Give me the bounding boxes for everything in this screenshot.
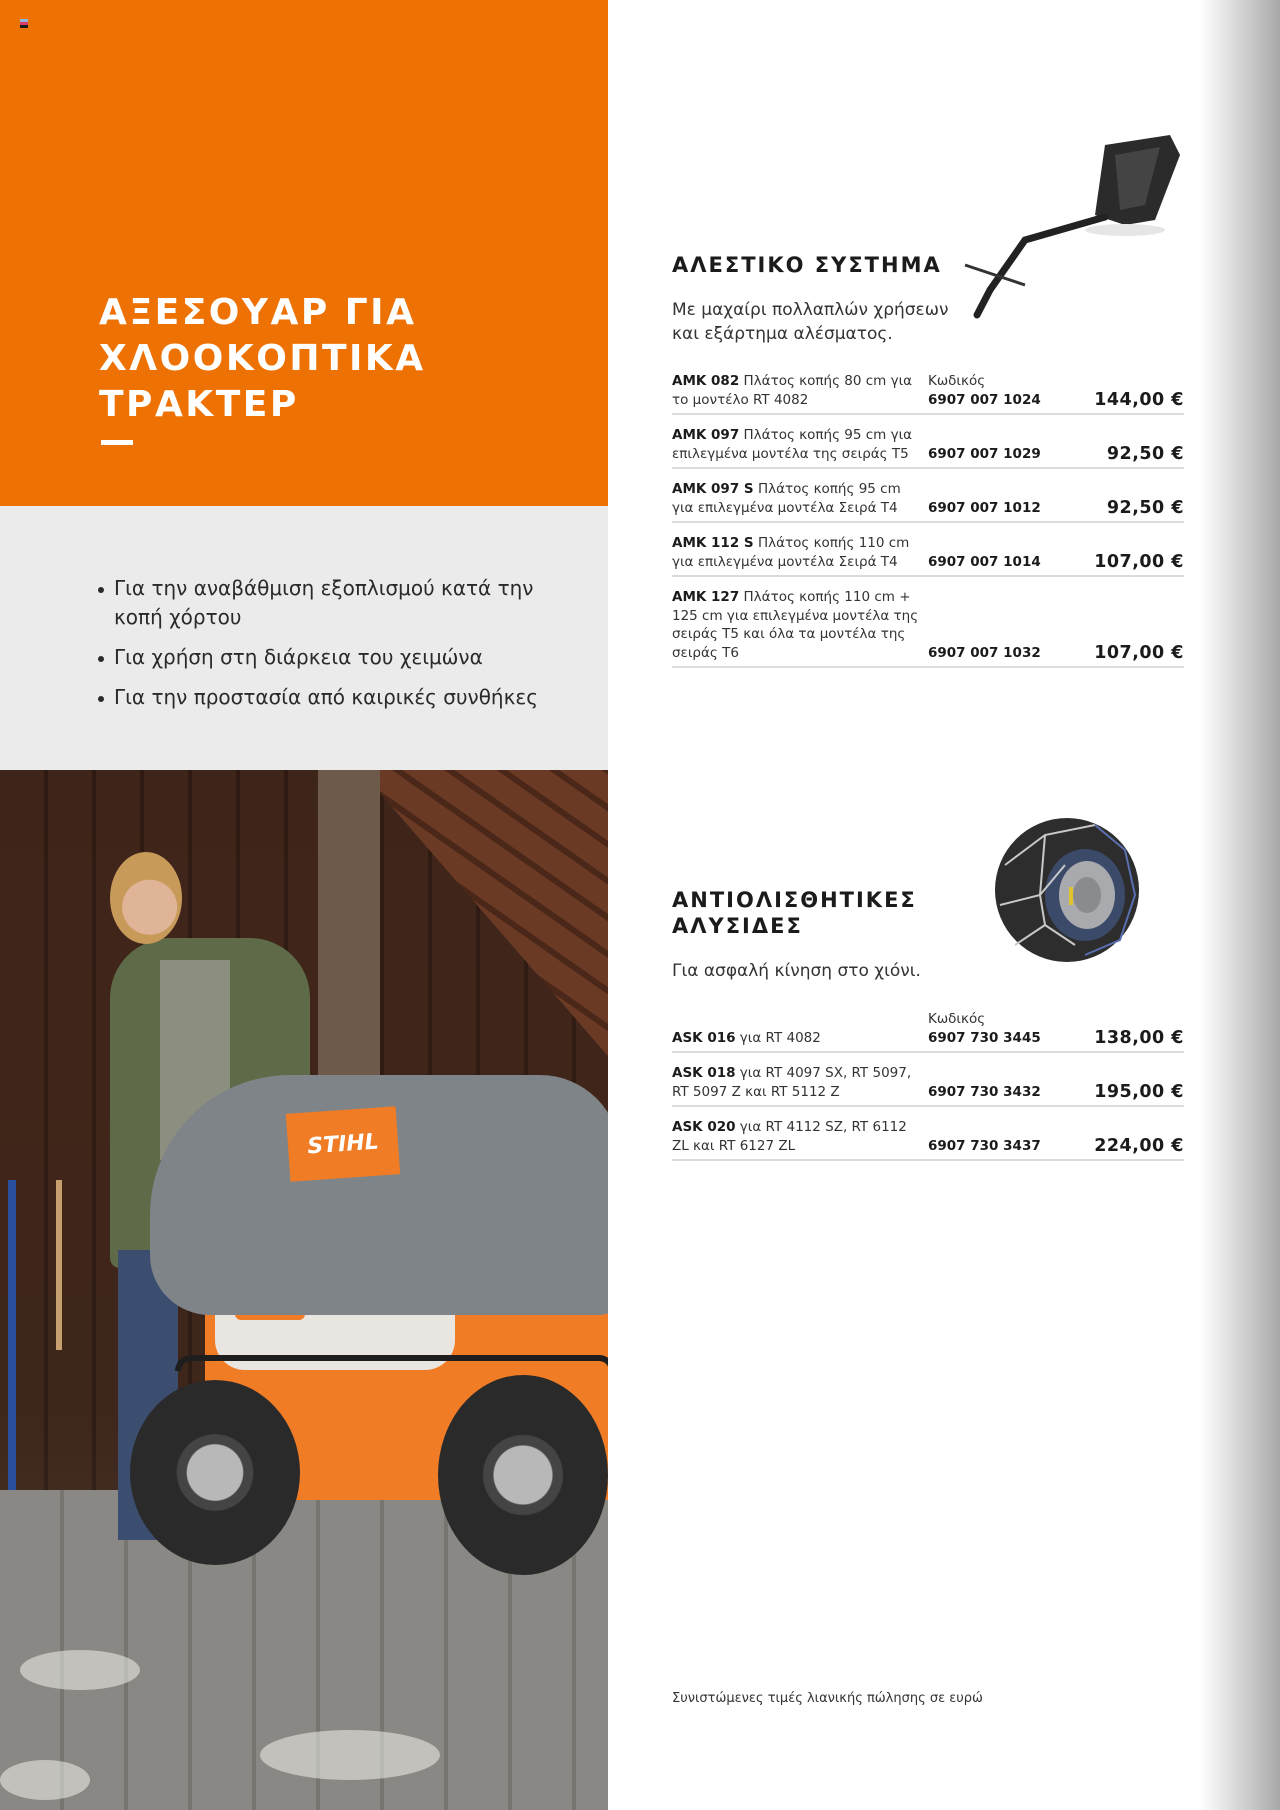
model-name: AMK 097 S <box>672 481 754 497</box>
product-code: 6907 007 1014 <box>928 553 1041 570</box>
model-desc: Πλάτος κοπής 110 cm για επιλεγμένα μοντέλα Σειρά T4 <box>672 535 910 570</box>
model-desc: Πλάτος κοπής 95 cm για επιλεγμένα μοντέλα Σειρά T4 <box>672 481 901 516</box>
model-desc: για RT 4082 <box>735 1029 821 1046</box>
code-column <box>928 372 1041 409</box>
table-row <box>672 480 1184 523</box>
product-code: 6907 007 1029 <box>928 445 1041 462</box>
title-line: ΑΛΥΣΙΔΕΣ <box>672 914 803 938</box>
title-line: ΑΞΕΣΟΥΑΡ ΓΙΑ <box>99 292 417 333</box>
dethatcher-price-table <box>672 372 1184 679</box>
sunlight-patch <box>260 1730 440 1780</box>
product-code: 6907 730 3437 <box>928 1137 1041 1154</box>
dethatcher-attachment-image <box>955 125 1185 325</box>
title-line: ΑΝΤΙΟΛΙΣΘΗΤΙΚΕΣ <box>672 888 917 912</box>
feature-item: Για την αναβάθμιση εξοπλισμού κατά την κοπή χόρτου <box>96 574 556 632</box>
title-line: ΧΛΟΟΚΟΠΤΙΚΑ <box>99 338 426 379</box>
product-price: 107,00 € <box>1094 643 1184 663</box>
model-name: ASK 016 <box>672 1029 736 1046</box>
product-code: 6907 007 1032 <box>928 644 1041 661</box>
code-column <box>928 445 1041 464</box>
title-line: ΤΡΑΚΤΕΡ <box>99 384 299 425</box>
front-right-wheel <box>438 1375 608 1575</box>
model-name: AMK 082 <box>672 373 740 389</box>
product-description <box>672 1029 922 1048</box>
subtitle-line: και εξάρτημα αλέσματος. <box>672 324 893 344</box>
title-underline-dash <box>101 440 133 445</box>
sunlight-patch <box>20 1650 140 1690</box>
page-title <box>99 290 559 428</box>
model-desc: Πλάτος κοπής 95 cm για επιλεγμένα μοντέλα της σειράς T5 <box>672 427 913 462</box>
table-row <box>672 1118 1184 1161</box>
code-column <box>928 499 1041 518</box>
sunlight-patch <box>0 1760 90 1800</box>
code-column <box>928 1083 1041 1102</box>
table-row <box>672 1064 1184 1107</box>
product-description <box>672 372 922 409</box>
snow-chain-price-table <box>672 1010 1184 1172</box>
product-description <box>672 480 922 517</box>
product-price: 224,00 € <box>1094 1136 1184 1156</box>
code-label: Κωδικός <box>928 1011 986 1027</box>
price-footnote: Συνιστώμενες τιμές λιανικής πώλησης σε ευρώ <box>672 1691 983 1706</box>
product-description <box>672 588 922 662</box>
section-title-dethatcher: ΑΛΕΣΤΙΚΟ ΣΥΣΤΗΜΑ <box>672 253 942 277</box>
hero-orange-panel <box>0 0 608 506</box>
rake-handle <box>8 1180 16 1510</box>
model-desc: για RT 4112 SZ, RT 6112 ZL και RT 6127 ZL <box>672 1119 907 1154</box>
product-price: 138,00 € <box>1094 1028 1184 1048</box>
section-subtitle-snow-chains: Για ασφαλή κίνηση στο χιόνι. <box>672 961 921 981</box>
code-column <box>928 1137 1041 1156</box>
code-column <box>928 553 1041 572</box>
product-price: 92,50 € <box>1106 444 1184 464</box>
feature-list <box>96 574 556 723</box>
code-label: Κωδικός <box>928 373 986 389</box>
product-description <box>672 1064 922 1101</box>
product-price: 195,00 € <box>1094 1082 1184 1102</box>
product-price: 92,50 € <box>1106 498 1184 518</box>
product-price: 144,00 € <box>1094 390 1184 410</box>
table-row <box>672 588 1184 668</box>
section-subtitle-dethatcher <box>672 298 948 346</box>
product-description <box>672 426 922 463</box>
page-edge-shadow <box>1200 0 1280 1810</box>
table-row <box>672 372 1184 415</box>
front-left-wheel <box>130 1380 300 1565</box>
tractor-bumper <box>175 1355 608 1371</box>
model-name: AMK 097 <box>672 427 740 443</box>
color-swatch-icon <box>20 19 28 28</box>
code-column <box>928 644 1041 663</box>
model-desc: Πλάτος κοπής 110 cm + 125 cm για επιλεγμένα μοντέλα της σειράς T5 και όλα τα μοντέλα της σειράς T6 <box>672 589 919 661</box>
product-price: 107,00 € <box>1094 552 1184 572</box>
section-title-snow-chains <box>672 887 917 939</box>
table-row <box>672 534 1184 577</box>
model-name: ASK 020 <box>672 1119 736 1135</box>
model-name: AMK 127 <box>672 589 740 605</box>
product-code: 6907 730 3432 <box>928 1083 1041 1100</box>
broom-handle <box>56 1180 62 1350</box>
table-row <box>672 1010 1184 1053</box>
product-code: 6907 007 1024 <box>928 391 1041 408</box>
table-row <box>672 426 1184 469</box>
person-head <box>110 852 182 944</box>
code-column <box>928 1010 1041 1047</box>
product-code: 6907 730 3445 <box>928 1029 1041 1046</box>
model-name: AMK 112 S <box>672 535 754 551</box>
cover-logo: STIHL <box>286 1106 400 1182</box>
model-desc: Πλάτος κοπής 80 cm για το μοντέλο RT 4082 <box>672 373 913 408</box>
model-desc: για RT 4097 SX, RT 5097, RT 5097 Z και RT 5112 Z <box>672 1065 912 1100</box>
feature-item: Για την προστασία από καιρικές συνθήκες <box>96 683 556 712</box>
snow-chain-image <box>985 805 1150 970</box>
product-code: 6907 007 1012 <box>928 499 1041 516</box>
tractor-cover-photo <box>0 770 608 1810</box>
subtitle-line: Με μαχαίρι πολλαπλών χρήσεων <box>672 300 949 320</box>
product-description <box>672 534 922 571</box>
product-description <box>672 1118 922 1155</box>
feature-item: Για χρήση στη διάρκεια του χειμώνα <box>96 643 556 672</box>
model-name: ASK 018 <box>672 1065 736 1081</box>
